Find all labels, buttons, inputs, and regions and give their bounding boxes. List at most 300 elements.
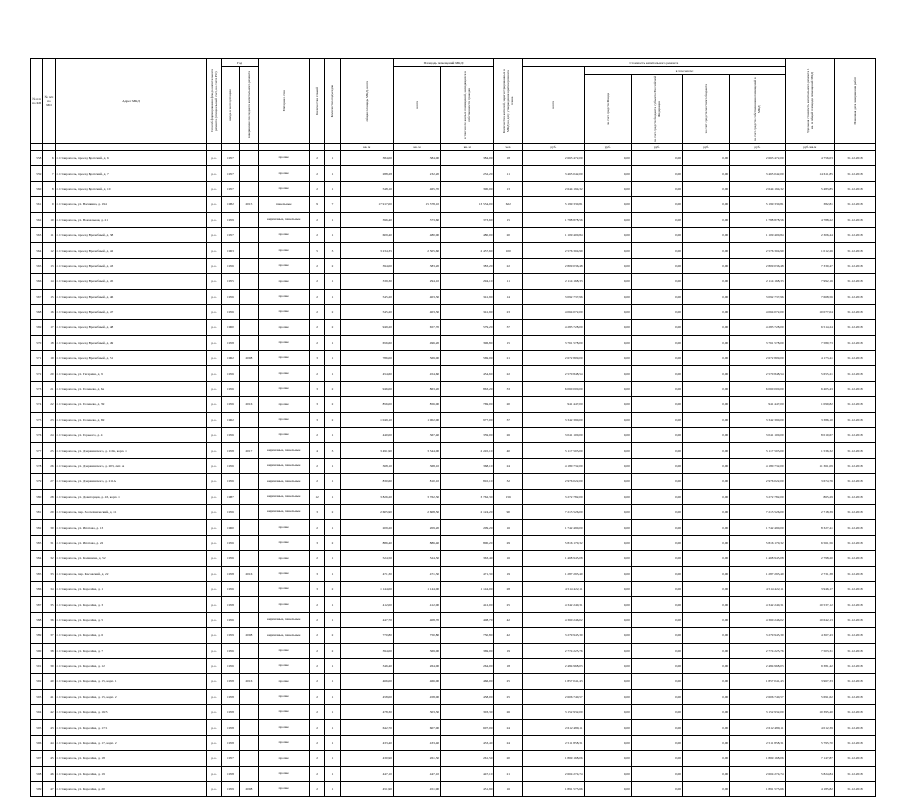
cell-cl: 0,00 bbox=[683, 351, 730, 366]
cell-res: 24 bbox=[494, 735, 523, 750]
cell-en: 1 bbox=[325, 289, 340, 304]
cell-cb: 0,00 bbox=[631, 443, 682, 458]
col-cost-total: всего bbox=[523, 67, 585, 144]
cell-y: 1963 bbox=[221, 243, 239, 258]
cell-w: прочие bbox=[258, 320, 309, 335]
cell-co: 1 742 490,00 bbox=[730, 520, 785, 535]
cell-fl: 3 bbox=[309, 381, 324, 396]
cell-cl: 0,00 bbox=[683, 628, 730, 643]
cell-co: 3 152 932,00 bbox=[730, 705, 785, 720]
cell-f: р.о. bbox=[207, 782, 221, 797]
cell-cl: 0,00 bbox=[683, 212, 730, 227]
cell-pr: 480,00 bbox=[441, 227, 494, 242]
cell-ct: 1 891 573,66 bbox=[523, 782, 585, 797]
cell-f: р.о. bbox=[207, 551, 221, 566]
cell-f: р.о. bbox=[207, 366, 221, 381]
table-row bbox=[31, 397, 876, 412]
cell-d: 31.12.2018 bbox=[834, 766, 875, 781]
cell-pa: 294,10 bbox=[393, 274, 440, 289]
cell-uc: 10 077,04 bbox=[785, 304, 834, 319]
cell-y: 1957 bbox=[221, 151, 239, 166]
cell-cb: 0,00 bbox=[631, 458, 682, 473]
cell-n: 584 bbox=[31, 551, 43, 566]
cell-uc: 10 395,40 bbox=[785, 705, 834, 720]
cell-m: 18 bbox=[43, 335, 55, 350]
cell-cl: 0,00 bbox=[683, 766, 730, 781]
cell-cb: 0,00 bbox=[631, 258, 682, 273]
cell-m: 8 bbox=[43, 181, 55, 196]
cell-d: 31.12.2018 bbox=[834, 428, 875, 443]
cell-fl: 2 bbox=[309, 304, 324, 319]
cell-ta: 412,00 bbox=[340, 597, 393, 612]
cell-m: 25 bbox=[43, 443, 55, 458]
cell-n: 597 bbox=[31, 751, 43, 766]
cell-fl: 2 bbox=[309, 428, 324, 443]
cell-cl: 0,00 bbox=[683, 504, 730, 519]
cell-w: прочие bbox=[258, 566, 309, 581]
cell-f: р.о. bbox=[207, 335, 221, 350]
cell-pa: 458,00 bbox=[393, 689, 440, 704]
cell-res: 40 bbox=[494, 443, 523, 458]
cell-n: 578 bbox=[31, 458, 43, 473]
col-entrances: Количество подъездов bbox=[325, 59, 340, 144]
cell-uc: 5 691,62 bbox=[785, 689, 834, 704]
cell-f: р.о. bbox=[207, 658, 221, 673]
cell-fl: 12 bbox=[309, 489, 324, 504]
cell-res: 37 bbox=[494, 320, 523, 335]
cell-cb: 0,00 bbox=[631, 597, 682, 612]
table-row bbox=[31, 581, 876, 596]
cell-res: 19 bbox=[494, 566, 523, 581]
cell-d: 31.12.2018 bbox=[834, 566, 875, 581]
cell-cf: 0,00 bbox=[584, 289, 631, 304]
cell-en: 1 bbox=[325, 166, 340, 181]
cell-cl: 0,00 bbox=[683, 243, 730, 258]
cell-fl: 2 bbox=[309, 227, 324, 242]
cell-a: г. Ставрополь, проезд Врачебный, д. 49 bbox=[55, 335, 207, 350]
cell-w: прочие bbox=[258, 397, 309, 412]
cell-pr: 368,10 bbox=[441, 458, 494, 473]
cell-m: 39 bbox=[43, 658, 55, 673]
col-address: Адрес МКД bbox=[55, 59, 207, 144]
cell-co: 1 788 878,56 bbox=[730, 212, 785, 227]
table-row bbox=[31, 674, 876, 689]
cell-pa: 367,40 bbox=[393, 428, 440, 443]
cell-pa: 524,50 bbox=[393, 551, 440, 566]
cell-cf: 0,00 bbox=[584, 643, 631, 658]
cell-en: 1 bbox=[325, 674, 340, 689]
cell-a: г. Ставрополь, ул. Гагарина, д. 9 bbox=[55, 366, 207, 381]
cell-y: 1956 bbox=[221, 551, 239, 566]
cell-pa: 303,30 bbox=[393, 705, 440, 720]
cell-fl: 2 bbox=[309, 643, 324, 658]
cell-yr: 2017 bbox=[240, 443, 258, 458]
cell-cl: 0,00 bbox=[683, 535, 730, 550]
cell-fl: 3 bbox=[309, 412, 324, 427]
cell-res: 18 bbox=[494, 658, 523, 673]
cell-ta: 609,40 bbox=[340, 227, 393, 242]
cell-pa: 471,30 bbox=[393, 566, 440, 581]
cell-d: 31.12.2018 bbox=[834, 397, 875, 412]
cell-cf: 0,00 bbox=[584, 412, 631, 427]
cell-cb: 0,00 bbox=[631, 304, 682, 319]
cell-co: 4 064 072,00 bbox=[730, 304, 785, 319]
cell-fl: 2 bbox=[309, 674, 324, 689]
cell-ta: 548,10 bbox=[340, 181, 393, 196]
cell-fl: 3 bbox=[309, 535, 324, 550]
cell-en: 1 bbox=[325, 181, 340, 196]
cell-en: 2 bbox=[325, 381, 340, 396]
col-year-commissioning: ввода в эксплуатацию bbox=[221, 67, 239, 144]
cell-m: 11 bbox=[43, 227, 55, 242]
cell-co: 3 342 390,00 bbox=[730, 412, 785, 427]
cell-yr bbox=[240, 735, 258, 750]
cell-pa: 373,60 bbox=[393, 212, 440, 227]
cell-cb: 0,00 bbox=[631, 412, 682, 427]
cell-cb: 0,00 bbox=[631, 151, 682, 166]
cell-res: 21 bbox=[494, 766, 523, 781]
cell-y: 1956 bbox=[221, 381, 239, 396]
cell-f: р.о. bbox=[207, 720, 221, 735]
cell-res: 26 bbox=[494, 705, 523, 720]
cell-yr bbox=[240, 489, 258, 504]
cell-d: 31.12.2018 bbox=[834, 612, 875, 627]
cell-a: г. Ставрополь, ул. Ипатова, д. 22 bbox=[55, 535, 207, 550]
cell-pa: 3 762,30 bbox=[393, 489, 440, 504]
cell-y: 1957 bbox=[221, 166, 239, 181]
cell-ct: 4 064 072,00 bbox=[523, 304, 585, 319]
cell-co: 1 891 573,66 bbox=[730, 782, 785, 797]
cell-ct: 1 869 168,06 bbox=[523, 751, 585, 766]
col-cost-local: за счет средств местного бюджета bbox=[683, 75, 730, 144]
cell-pr: 750,80 bbox=[441, 628, 494, 643]
cell-y: 1958 bbox=[221, 443, 239, 458]
cell-d: 31.12.2018 bbox=[834, 197, 875, 212]
cell-res: 20 bbox=[494, 751, 523, 766]
cell-f: р.о. bbox=[207, 612, 221, 627]
cell-yr: 2016 bbox=[240, 397, 258, 412]
cell-pr: 863,20 bbox=[441, 381, 494, 396]
cell-n: 576 bbox=[31, 428, 43, 443]
cell-f: р.о. bbox=[207, 320, 221, 335]
col-wall-material: Материал стен bbox=[258, 59, 309, 144]
col-num-mo: № п/п по МО bbox=[43, 59, 55, 144]
cell-ta: 786,00 bbox=[340, 351, 393, 366]
cell-m: 37 bbox=[43, 628, 55, 643]
cell-pr: 2 457,60 bbox=[441, 243, 494, 258]
cell-w: кирпичные, панельные bbox=[258, 212, 309, 227]
col-total-area: общая площадь МКД, всего bbox=[340, 59, 393, 144]
cell-co: 5 816 170,32 bbox=[730, 535, 785, 550]
cell-d: 31.12.2018 bbox=[834, 720, 875, 735]
cell-res: 22 bbox=[494, 366, 523, 381]
cell-cb: 0,00 bbox=[631, 658, 682, 673]
cell-ct: 6 060 000,00 bbox=[523, 381, 585, 396]
cell-pr: 384,00 bbox=[441, 151, 494, 166]
cell-uc: 4 788,22 bbox=[785, 212, 834, 227]
cell-co: 4 514 422,11 bbox=[730, 581, 785, 596]
cell-cb: 0,00 bbox=[631, 351, 682, 366]
cell-n: 586 bbox=[31, 581, 43, 596]
cell-d: 31.12.2018 bbox=[834, 474, 875, 489]
cell-fl: 2 bbox=[309, 597, 324, 612]
cell-yr bbox=[240, 166, 258, 181]
cell-yr: 2008 bbox=[240, 351, 258, 366]
cell-ta: 447,10 bbox=[340, 766, 393, 781]
cell-cf: 0,00 bbox=[584, 258, 631, 273]
cell-a: г. Ставрополь, ул. Горького, д. 4 bbox=[55, 428, 207, 443]
cell-ta: 384,00 bbox=[340, 151, 393, 166]
cell-d: 31.12.2018 bbox=[834, 151, 875, 166]
cell-w: кирпичные, панельные bbox=[258, 443, 309, 458]
col-year-group: Год bbox=[221, 59, 258, 67]
cell-n: 595 bbox=[31, 720, 43, 735]
cell-y: 1960 bbox=[221, 320, 239, 335]
cell-fl: 3 bbox=[309, 351, 324, 366]
cell-cl: 0,00 bbox=[683, 274, 730, 289]
cell-en: 2 bbox=[325, 397, 340, 412]
cell-ta: 339,30 bbox=[340, 274, 393, 289]
cell-pa: 2 505,60 bbox=[393, 243, 440, 258]
cell-pa: 569,00 bbox=[393, 351, 440, 366]
cell-fl: 2 bbox=[309, 166, 324, 181]
cell-pa: 863,20 bbox=[393, 381, 440, 396]
cell-fl: 2 bbox=[309, 520, 324, 535]
cell-uc: 6 405,43 bbox=[785, 381, 834, 396]
cell-uc: 3 674,76 bbox=[785, 474, 834, 489]
cell-a: г. Ставрополь, ул. Дзержинского, д. 211А bbox=[55, 474, 207, 489]
cell-uc: 7 992,16 bbox=[785, 274, 834, 289]
cell-w: прочие bbox=[258, 151, 309, 166]
cell-en: 1 bbox=[325, 351, 340, 366]
repair-plan-table bbox=[30, 58, 876, 797]
table-row bbox=[31, 366, 876, 381]
cell-m: 38 bbox=[43, 643, 55, 658]
cell-f: р.о. bbox=[207, 689, 221, 704]
cell-res: 90 bbox=[494, 504, 523, 519]
cell-n: 580 bbox=[31, 489, 43, 504]
cell-res: 19 bbox=[494, 643, 523, 658]
table-row bbox=[31, 320, 876, 335]
cell-cl: 0,00 bbox=[683, 412, 730, 427]
cell-uc: 6 561,56 bbox=[785, 535, 834, 550]
cell-cb: 0,00 bbox=[631, 366, 682, 381]
cell-f: р.о. bbox=[207, 212, 221, 227]
unit-cell: кв. м bbox=[393, 144, 440, 151]
cell-f: р.о. bbox=[207, 751, 221, 766]
cell-w: прочие bbox=[258, 658, 309, 673]
cell-cf: 0,00 bbox=[584, 520, 631, 535]
cell-cl: 0,00 bbox=[683, 304, 730, 319]
table-row bbox=[31, 612, 876, 627]
cell-pr: 373,60 bbox=[441, 212, 494, 227]
cell-cb: 0,00 bbox=[631, 720, 682, 735]
cell-en: 1 bbox=[325, 612, 340, 627]
col-unit-cost: Удельная стоимость капитального ремонта 1 кв. м общей площади помещений МКД bbox=[785, 59, 834, 144]
cell-n: 583 bbox=[31, 535, 43, 550]
cell-ct: 2 606 740,57 bbox=[523, 689, 585, 704]
cell-m: 27 bbox=[43, 474, 55, 489]
cell-res: 42 bbox=[494, 628, 523, 643]
cell-cf: 0,00 bbox=[584, 181, 631, 196]
cell-a: г. Ставрополь, ул. Королёва, д. 7 bbox=[55, 643, 207, 658]
cell-yr bbox=[240, 335, 258, 350]
cell-a: г. Ставрополь, проезд Врачебный, д. 48 bbox=[55, 320, 207, 335]
cell-pr: 341,90 bbox=[441, 289, 494, 304]
cell-pa: 232,20 bbox=[393, 166, 440, 181]
cell-cl: 0,00 bbox=[683, 735, 730, 750]
cell-en: 1 bbox=[325, 720, 340, 735]
cell-w: прочие bbox=[258, 766, 309, 781]
cell-fl: 3 bbox=[309, 397, 324, 412]
cell-m: 33 bbox=[43, 566, 55, 581]
cell-f: р.о. bbox=[207, 458, 221, 473]
cell-res: 25 bbox=[494, 597, 523, 612]
cell-f: р.о. bbox=[207, 705, 221, 720]
cell-yr bbox=[240, 151, 258, 166]
table-row bbox=[31, 227, 876, 242]
units-row bbox=[31, 144, 876, 151]
cell-en: 7 bbox=[325, 197, 340, 212]
table-row bbox=[31, 274, 876, 289]
table-row bbox=[31, 304, 876, 319]
cell-w: панельные bbox=[258, 197, 309, 212]
cell-ct: 1 742 490,00 bbox=[523, 520, 585, 535]
col-cost-fund: за счет средств Фонда bbox=[584, 75, 631, 144]
cell-ta: 17 917,00 bbox=[340, 197, 393, 212]
cell-n: 589 bbox=[31, 628, 43, 643]
cell-pr: 13 534,00 bbox=[441, 197, 494, 212]
cell-a: г. Ставрополь, ул. Королёва, д. 3 bbox=[55, 597, 207, 612]
cell-f: р.о. bbox=[207, 166, 221, 181]
cell-m: 17 bbox=[43, 320, 55, 335]
cell-en: 1 bbox=[325, 212, 340, 227]
cell-n: 574 bbox=[31, 397, 43, 412]
cell-res: 26 bbox=[494, 428, 523, 443]
cell-cl: 0,00 bbox=[683, 566, 730, 581]
cell-a: г. Ставрополь, проезд Врачебный, д. 47 bbox=[55, 304, 207, 319]
cell-ct: 2 663 472,00 bbox=[523, 151, 585, 166]
cell-n: 587 bbox=[31, 597, 43, 612]
cell-pr: 209,20 bbox=[441, 520, 494, 535]
cell-co: 1 109 400,84 bbox=[730, 227, 785, 242]
cell-m: 42 bbox=[43, 705, 55, 720]
cell-pr: 458,00 bbox=[441, 689, 494, 704]
cell-w: прочие bbox=[258, 751, 309, 766]
cell-cb: 0,00 bbox=[631, 166, 682, 181]
cell-res: 22 bbox=[494, 258, 523, 273]
cell-n: 560 bbox=[31, 181, 43, 196]
cell-en: 1 bbox=[325, 366, 340, 381]
cell-fl: 2 bbox=[309, 751, 324, 766]
cell-m: 7 bbox=[43, 166, 55, 181]
cell-f: р.о. bbox=[207, 504, 221, 519]
cell-y: 1956 bbox=[221, 428, 239, 443]
cell-cf: 0,00 bbox=[584, 274, 631, 289]
cell-f: р.о. bbox=[207, 474, 221, 489]
cell-n: 579 bbox=[31, 474, 43, 489]
cell-m: 40 bbox=[43, 674, 55, 689]
cell-uc: 7 330,47 bbox=[785, 258, 834, 273]
cell-d: 31.12.2018 bbox=[834, 320, 875, 335]
cell-d: 31.12.2018 bbox=[834, 366, 875, 381]
cell-pr: 412,00 bbox=[441, 597, 494, 612]
col-cost-group: Стоимость капитального ремонта bbox=[523, 59, 786, 67]
cell-en: 2 bbox=[325, 504, 340, 519]
cell-f: р.о. bbox=[207, 428, 221, 443]
cell-a: г. Ставрополь, ул. Голенева, д. 69 bbox=[55, 412, 207, 427]
cell-cb: 0,00 bbox=[631, 751, 682, 766]
cell-w: прочие bbox=[258, 735, 309, 750]
cell-co: 2 644 194,32 bbox=[730, 181, 785, 196]
table-row bbox=[31, 766, 876, 781]
cell-y: 1956 bbox=[221, 581, 239, 596]
cell-a: г. Ставрополь, ул. Королёва, д. 1 bbox=[55, 581, 207, 596]
cell-ct: 2 570 848,54 bbox=[523, 366, 585, 381]
cell-n: 568 bbox=[31, 304, 43, 319]
cell-y: 1987 bbox=[221, 489, 239, 504]
cell-cf: 0,00 bbox=[584, 782, 631, 797]
cell-cb: 0,00 bbox=[631, 289, 682, 304]
cell-pr: 607,00 bbox=[441, 720, 494, 735]
col-premises-group: Площадь помещений МКД: bbox=[393, 59, 493, 67]
cell-cf: 0,00 bbox=[584, 720, 631, 735]
cell-pa: 856,00 bbox=[393, 397, 440, 412]
cell-pr: 396,80 bbox=[441, 335, 494, 350]
cell-uc: 1 099,82 bbox=[785, 397, 834, 412]
cell-pr: 769,00 bbox=[441, 397, 494, 412]
cell-m: 35 bbox=[43, 597, 55, 612]
cell-ta: 346,40 bbox=[340, 658, 393, 673]
cell-a: г. Ставрополь, ул. Королёва, д. 12 bbox=[55, 658, 207, 673]
cell-yr bbox=[240, 551, 258, 566]
cell-cb: 0,00 bbox=[631, 735, 682, 750]
cell-ct: 5 816 170,32 bbox=[523, 535, 585, 550]
cell-cf: 0,00 bbox=[584, 166, 631, 181]
cell-cf: 0,00 bbox=[584, 766, 631, 781]
cell-y: 1956 bbox=[221, 289, 239, 304]
cell-pr: 454,60 bbox=[441, 366, 494, 381]
cell-en: 2 bbox=[325, 412, 340, 427]
unit-cell: руб./кв.м bbox=[785, 144, 834, 151]
cell-m: 24 bbox=[43, 428, 55, 443]
cell-ta: 949,20 bbox=[340, 320, 393, 335]
cell-d: 31.12.2018 bbox=[834, 535, 875, 550]
cell-yr bbox=[240, 474, 258, 489]
cell-ct: 3 272 782,00 bbox=[523, 489, 585, 504]
cell-cb: 0,00 bbox=[631, 766, 682, 781]
cell-m: 32 bbox=[43, 551, 55, 566]
cell-ct: 2 511 858,31 bbox=[523, 735, 585, 750]
cell-cf: 0,00 bbox=[584, 504, 631, 519]
cell-res: 16 bbox=[494, 551, 523, 566]
cell-uc: 3 386,10 bbox=[785, 412, 834, 427]
cell-w: прочие bbox=[258, 289, 309, 304]
cell-co: 941 447,00 bbox=[730, 397, 785, 412]
cell-n: 575 bbox=[31, 412, 43, 427]
cell-cl: 0,00 bbox=[683, 381, 730, 396]
cell-cf: 0,00 bbox=[584, 535, 631, 550]
cell-cl: 0,00 bbox=[683, 720, 730, 735]
unit-cell: кв. м bbox=[340, 144, 393, 151]
cell-uc: 1 536,32 bbox=[785, 443, 834, 458]
cell-f: р.о. bbox=[207, 197, 221, 212]
cell-y: 1962 bbox=[221, 351, 239, 366]
cell-pa: 657,70 bbox=[393, 320, 440, 335]
cell-a: г. Ставрополь, ул. Королёва, д. 6 bbox=[55, 628, 207, 643]
cell-en: 2 bbox=[325, 258, 340, 273]
cell-co: 2 606 740,57 bbox=[730, 689, 785, 704]
